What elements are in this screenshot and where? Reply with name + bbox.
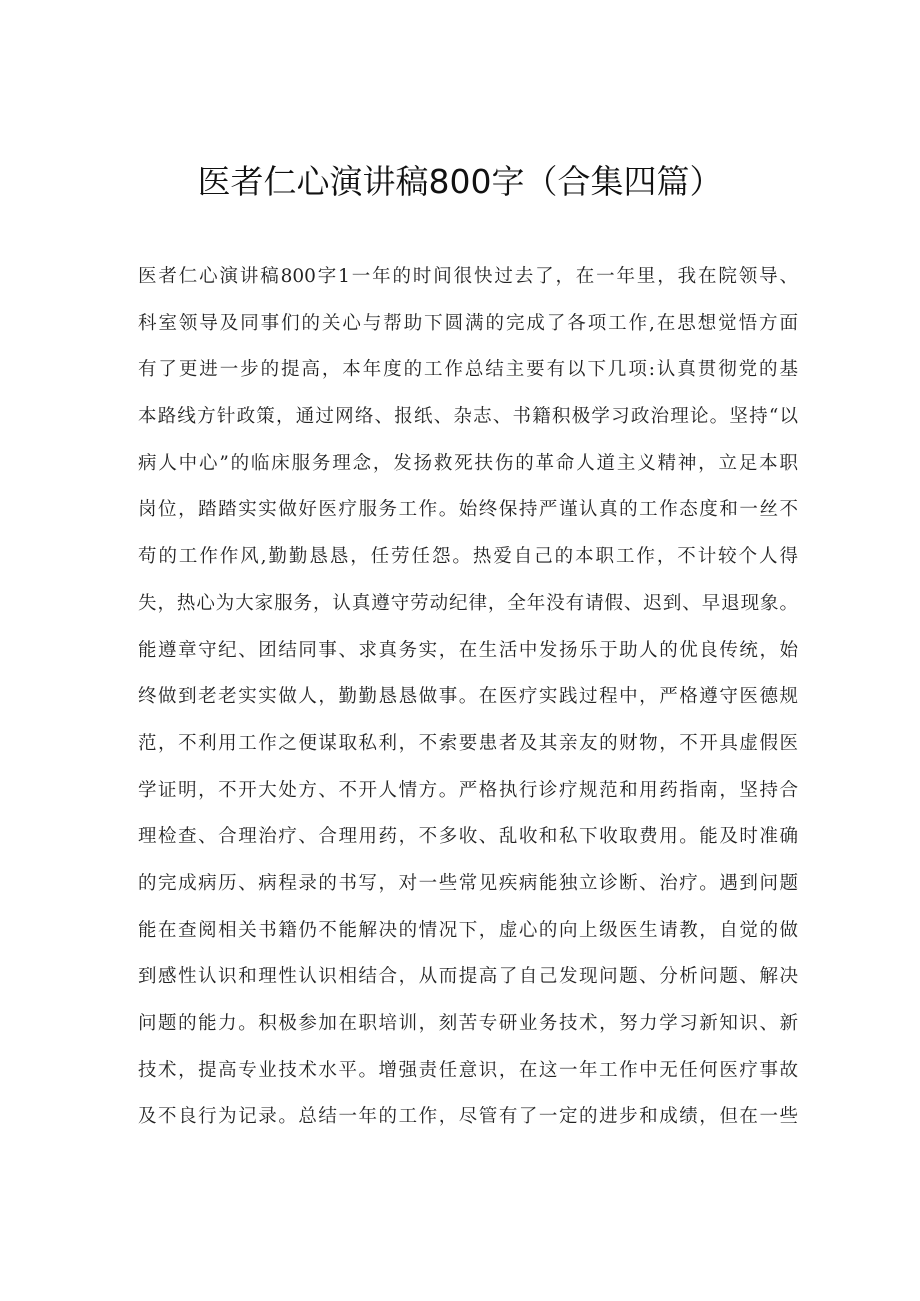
- body-line: 病人中心”的临床服务理念，发扬救死扶伤的革命人道主义精神，立足本职: [138, 452, 798, 474]
- body-line: 能遵章守纪、团结同事、求真务实，在生活中发扬乐于助人的优良传统，始: [138, 639, 798, 661]
- body-line: 苟的工作作风,勤勤恳恳，任劳任怨。热爱自己的本职工作，不计较个人得: [138, 546, 798, 568]
- body-line: 及不良行为记录。总结一年的工作，尽管有了一定的进步和成绩，但在一些: [138, 1106, 798, 1128]
- document-title: 医者仁心演讲稿800字（合集四篇）: [197, 162, 723, 201]
- body-line: 科室领导及同事们的关心与帮助下圆满的完成了各项工作,在思想觉悟方面: [138, 312, 798, 334]
- body-line: 终做到老老实实做人，勤勤恳恳做事。在医疗实践过程中，严格遵守医德规: [138, 686, 798, 708]
- body-line: 的完成病历、病程录的书写，对一些常见疾病能独立诊断、治疗。遇到问题: [138, 872, 798, 894]
- body-line: 本路线方针政策，通过网络、报纸、杂志、书籍积极学习政治理论。坚持“以: [138, 406, 798, 428]
- body-line: 技术，提高专业技术水平。增强责任意识，在这一年工作中无任何医疗事故: [138, 1059, 798, 1081]
- body-line: 失，热心为大家服务，认真遵守劳动纪律，全年没有请假、迟到、早退现象。: [138, 592, 798, 614]
- body-line: 岗位，踏踏实实做好医疗服务工作。始终保持严谨认真的工作态度和一丝不: [138, 499, 798, 521]
- body-line: 到感性认识和理性认识相结合，从而提高了自己发现问题、分析问题、解决: [138, 966, 798, 988]
- body-line: 能在查阅相关书籍仍不能解决的情况下，虚心的向上级医生请教，自觉的做: [138, 919, 798, 941]
- body-line: 学证明，不开大处方、不开人情方。严格执行诊疗规范和用药指南，坚持合: [138, 779, 798, 801]
- body-line: 医者仁心演讲稿800字1一年的时间很快过去了，在一年里，我在院领导、: [138, 266, 798, 287]
- document-body: [138, 262, 798, 1149]
- body-line: 有了更进一步的提高，本年度的工作总结主要有以下几项:认真贯彻党的基: [138, 359, 798, 381]
- body-line: 问题的能力。积极参加在职培训，刻苦专研业务技术，努力学习新知识、新: [138, 1013, 798, 1034]
- body-line: 范，不利用工作之便谋取私利，不索要患者及其亲友的财物，不开具虚假医: [138, 732, 798, 754]
- body-line: 理检查、合理治疗、合理用药，不多收、乱收和私下收取费用。能及时准确: [138, 826, 798, 848]
